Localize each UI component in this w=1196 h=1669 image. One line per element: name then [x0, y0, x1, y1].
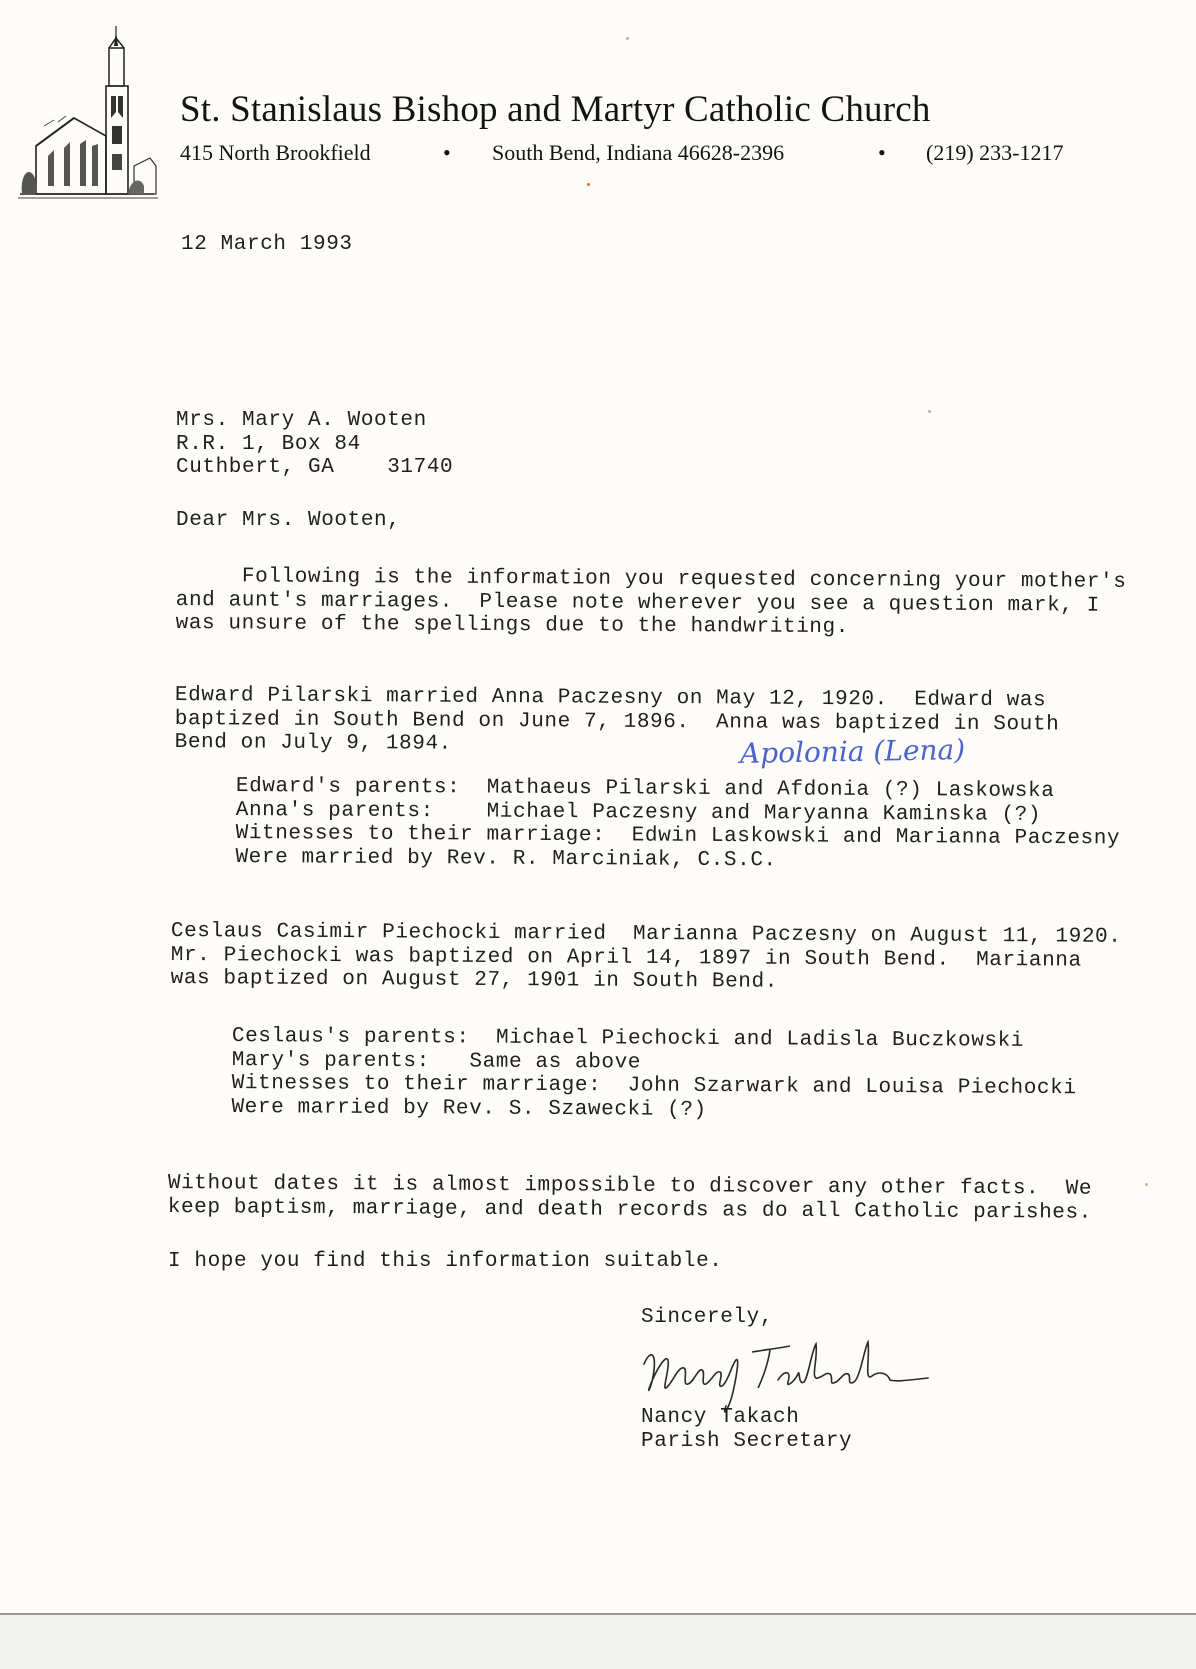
- text-line: baptized in South Bend on June 7, 1896. Anna was baptized in South: [174, 707, 1060, 736]
- scan-speck: [1145, 1183, 1148, 1186]
- church-logo-icon: [14, 26, 162, 204]
- recipient-block: [176, 409, 453, 480]
- text-line: Edward's parents: Mathaeus Pilarski and Afdonia (?) Laskowska: [235, 775, 1055, 803]
- text-line: Witnesses to their marriage: John Szarwark and Louisa Piechocki: [231, 1071, 1077, 1101]
- letterhead-separator: •: [878, 140, 886, 165]
- signer-name: Nancy Takach: [641, 1406, 800, 1429]
- text-line: Mr. Piechocki was baptized on April 14, 1897 in South Bend. Marianna: [170, 943, 1082, 973]
- signer-block: [641, 1406, 852, 1453]
- text-line: Witnesses to their marriage: Edwin Laskowski and Marianna Paczesny: [235, 821, 1121, 851]
- hope-line: I hope you find this information suitable.: [168, 1250, 723, 1273]
- recipient-address-line-2: Cuthbert, GA 31740: [176, 456, 454, 479]
- text-line: Ceslaus Casimir Piechocki married Marianna Paczesny on August 11, 1920.: [170, 920, 1122, 949]
- sign-off: Sincerely,: [641, 1306, 774, 1329]
- church-city-state-zip: South Bend, Indiana 46628-2396: [492, 140, 785, 165]
- scan-speck: [928, 410, 931, 413]
- scan-speck: [626, 37, 629, 40]
- recipient-name: Mrs. Mary A. Wooten: [176, 409, 427, 432]
- text-line: Edward Pilarski married Anna Paczesny on May 12, 1920. Edward was: [174, 684, 1047, 713]
- text-line: Mary's parents: Same as above: [231, 1048, 642, 1074]
- text-line: and aunt's marriages. Please note wherever you see a question mark, I: [175, 588, 1100, 618]
- letterhead-separator: •: [443, 140, 451, 165]
- signer-title: Parish Secretary: [641, 1429, 853, 1453]
- closing-paragraph: [168, 1172, 1092, 1225]
- text-line: Without dates it is almost impossible to discover any other facts. We: [167, 1172, 1093, 1201]
- text-line: Anna's parents: Michael Paczesny and Maryanna Kaminska (?): [235, 798, 1042, 827]
- church-name: St. Stanislaus Bishop and Martyr Catholic Church: [180, 89, 931, 130]
- text-line: keep baptism, marriage, and death records as do all Catholic parishes.: [167, 1195, 1092, 1225]
- intro-paragraph: [176, 565, 1127, 641]
- record-2-summary: [171, 920, 1122, 996]
- text-line: Were married by Rev. S. Szawecki (?): [231, 1095, 707, 1122]
- text-line: was baptized on August 27, 1901 in South Bend.: [170, 966, 778, 994]
- text-line: Bend on July 9, 1894.: [174, 730, 452, 756]
- text-line: Were married by Rev. R. Marciniak, C.S.C.: [235, 845, 777, 872]
- handwritten-correction: Apolonia (Lena): [739, 733, 966, 770]
- scan-bottom-band: [0, 1615, 1196, 1669]
- text-line: Ceslaus's parents: Michael Piechocki and Ladisla Buczkowski: [231, 1025, 1025, 1053]
- salutation: Dear Mrs. Wooten,: [176, 509, 401, 532]
- text-line: was unsure of the spellings due to the handwriting.: [175, 611, 850, 640]
- recipient-address-line-1: R.R. 1, Box 84: [176, 432, 361, 456]
- church-phone: (219) 233-1217: [926, 140, 1064, 165]
- text-line: Following is the information you requested concerning your mother's: [175, 565, 1127, 594]
- scan-speck: [587, 183, 590, 186]
- church-street-address: 415 North Brookfield: [180, 140, 371, 165]
- letter-date: 12 March 1993: [181, 233, 353, 256]
- record-2-details: [231, 1025, 1076, 1124]
- record-1-details: [235, 775, 1120, 874]
